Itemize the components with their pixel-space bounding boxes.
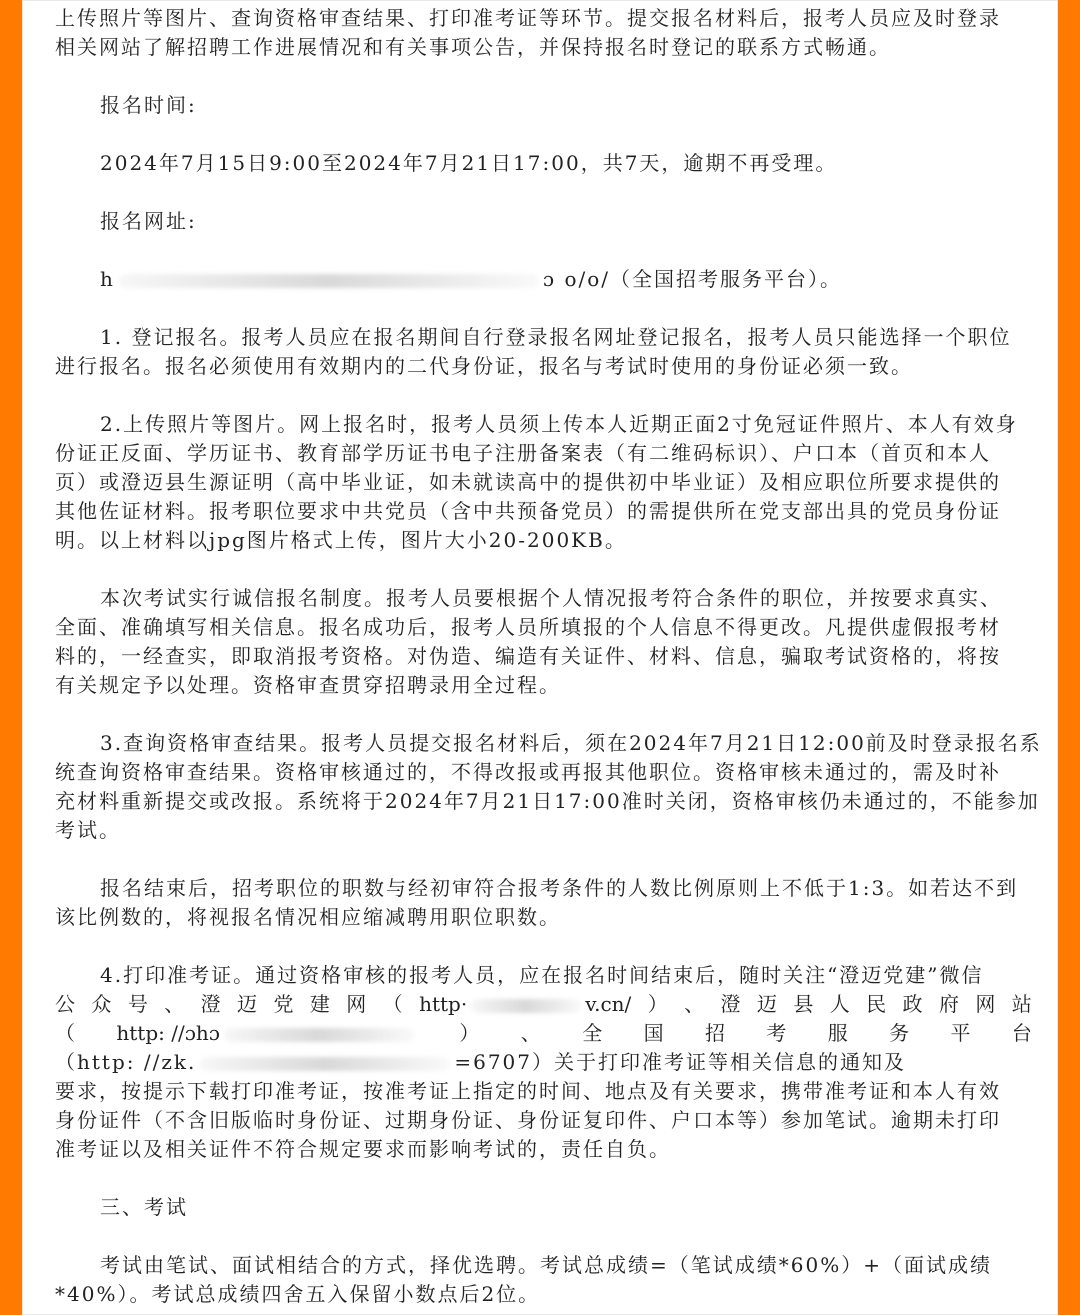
text-line: 充材料重新提交或改报。系统将于2024年7月21日17:00准时关闭，资格审核仍未通过的，不能参加 (55, 789, 1040, 813)
text-line: 身份证件（不含旧版临时身份证、过期身份证、身份证复印件、户口本等）参加笔试。逾期未打印 (55, 1108, 1001, 1132)
text-line: 本次考试实行诚信报名制度。报考人员要根据个人情况报考符合条件的职位，并按要求真实、 (100, 586, 1002, 610)
text-line: 其他佐证材料。报考职位要求中共党员（含中共预备党员）的需提供所在党支部出具的党员身份证 (55, 499, 1001, 523)
text-line: 4.打印准考证。通过资格审核的报考人员，应在报名时间结束后，随时关注“澄迈党建”微信 (100, 963, 984, 987)
text-line: （http: //zk. =6707）关于打印准考证等相关信息的通知及 (55, 1050, 906, 1074)
justified-line-websites: 公 众 号 、 澄 迈 党 建 网 （ http· v.cn/ ） 、 澄 迈 县 人 民 政 府 网 站 (55, 990, 1032, 1019)
text-line: 要求，按提示下载打印准考证，按准考证上指定的时间、地点及有关要求，携带准考证和本人有效 (55, 1079, 1001, 1103)
document-page (22, 0, 1058, 1315)
text-line: 相关网站了解招聘工作进展情况和有关事项公告，并保持报名时登记的联系方式畅通。 (55, 35, 891, 59)
text-line: *40%）。考试总成绩四舍五入保留小数点后2位。 (55, 1282, 541, 1306)
text-line: 3.查询资格审查结果。报考人员提交报名材料后，须在2024年7月21日12:00前及时登录报名系 (100, 731, 1042, 755)
section-label-registration-time: 报名时间: (100, 93, 197, 117)
text-line: 料的，一经查实，即取消报考资格。对伪造、编造有关证件、材料、信息，骗取考试资格的，将按 (55, 644, 1001, 668)
redacted-url (471, 999, 581, 1013)
text-line: 1. 登记报名。报考人员应在报名期间自行登录报名网址登记报名，报考人员只能选择一个职位 (100, 325, 1012, 349)
text-line: 2.上传照片等图片。网上报名时，报考人员须上传本人近期正面2寸免冠证件照片、本人有效身 (100, 412, 1018, 436)
text-line: 考试由笔试、面试相结合的方式，择优选聘。考试总成绩=（笔试成绩*60%）+（面试成绩 (100, 1253, 992, 1277)
text-line: 上传照片等图片、查询资格审查结果、打印准考证等环节。提交报名材料后，报考人员应及时登录 (55, 6, 1001, 30)
justified-line-platform: （ http: //ɔhɔ ） 、 全 国 招 考 服 务 平 台 (55, 1019, 1032, 1048)
text-line: 准考证以及相关证件不符合规定要求而影响考试的，责任自负。 (55, 1137, 671, 1161)
url-platform-text: ɔ o/o/（全国招考服务平台）。 (542, 267, 843, 291)
redacted-url (200, 1057, 450, 1071)
redacted-url-text: http· v.cn/ (419, 992, 632, 1016)
redacted-url (224, 1028, 414, 1042)
text-line: 明。以上材料以jpg图片格式上传，图片大小20-200KB。 (55, 528, 627, 552)
url-fragment: h (100, 267, 115, 291)
text-line: 该比例数的，将视报名情况相应缩减聘用职位职数。 (55, 905, 561, 929)
text-line: 有关规定予以处理。资格审查贯穿招聘录用全过程。 (55, 673, 561, 697)
text-line: 全面、准确填写相关信息。报名成功后，报考人员所填报的个人信息不得更改。凡提供虚假报考材 (55, 615, 1001, 639)
section-heading-exam: 三、考试 (100, 1195, 188, 1219)
registration-time-value: 2024年7月15日9:00至2024年7月21日17:00，共7天，逾期不再受理。 (100, 151, 838, 175)
registration-url-line (100, 265, 1032, 294)
text-line: 统查询资格审查结果。资格审核通过的，不得改报或再报其他职位。资格审核未通过的，需及时补 (55, 760, 1001, 784)
text-line: 报名结束后，招考职位的职数与经初审符合报考条件的人数比例原则上不低于1:3。如若达不到 (100, 876, 1019, 900)
text-line: 页）或澄迈县生源证明（高中毕业证，如未就读高中的提供初中毕业证）及相应职位所要求提供的 (55, 470, 1001, 494)
redacted-url (119, 274, 539, 288)
redacted-url-text: http: //ɔhɔ (116, 1019, 418, 1048)
text-line: 进行报名。报名必须使用有效期内的二代身份证，报名与考试时使用的身份证必须一致。 (55, 354, 913, 378)
text-line: 份证正反面、学历证书、教育部学历证书电子注册备案表（有二维码标识）、户口本（首页和本人 (55, 441, 991, 465)
text-line: 考试。 (55, 818, 121, 842)
section-label-registration-url: 报名网址: (100, 209, 197, 233)
